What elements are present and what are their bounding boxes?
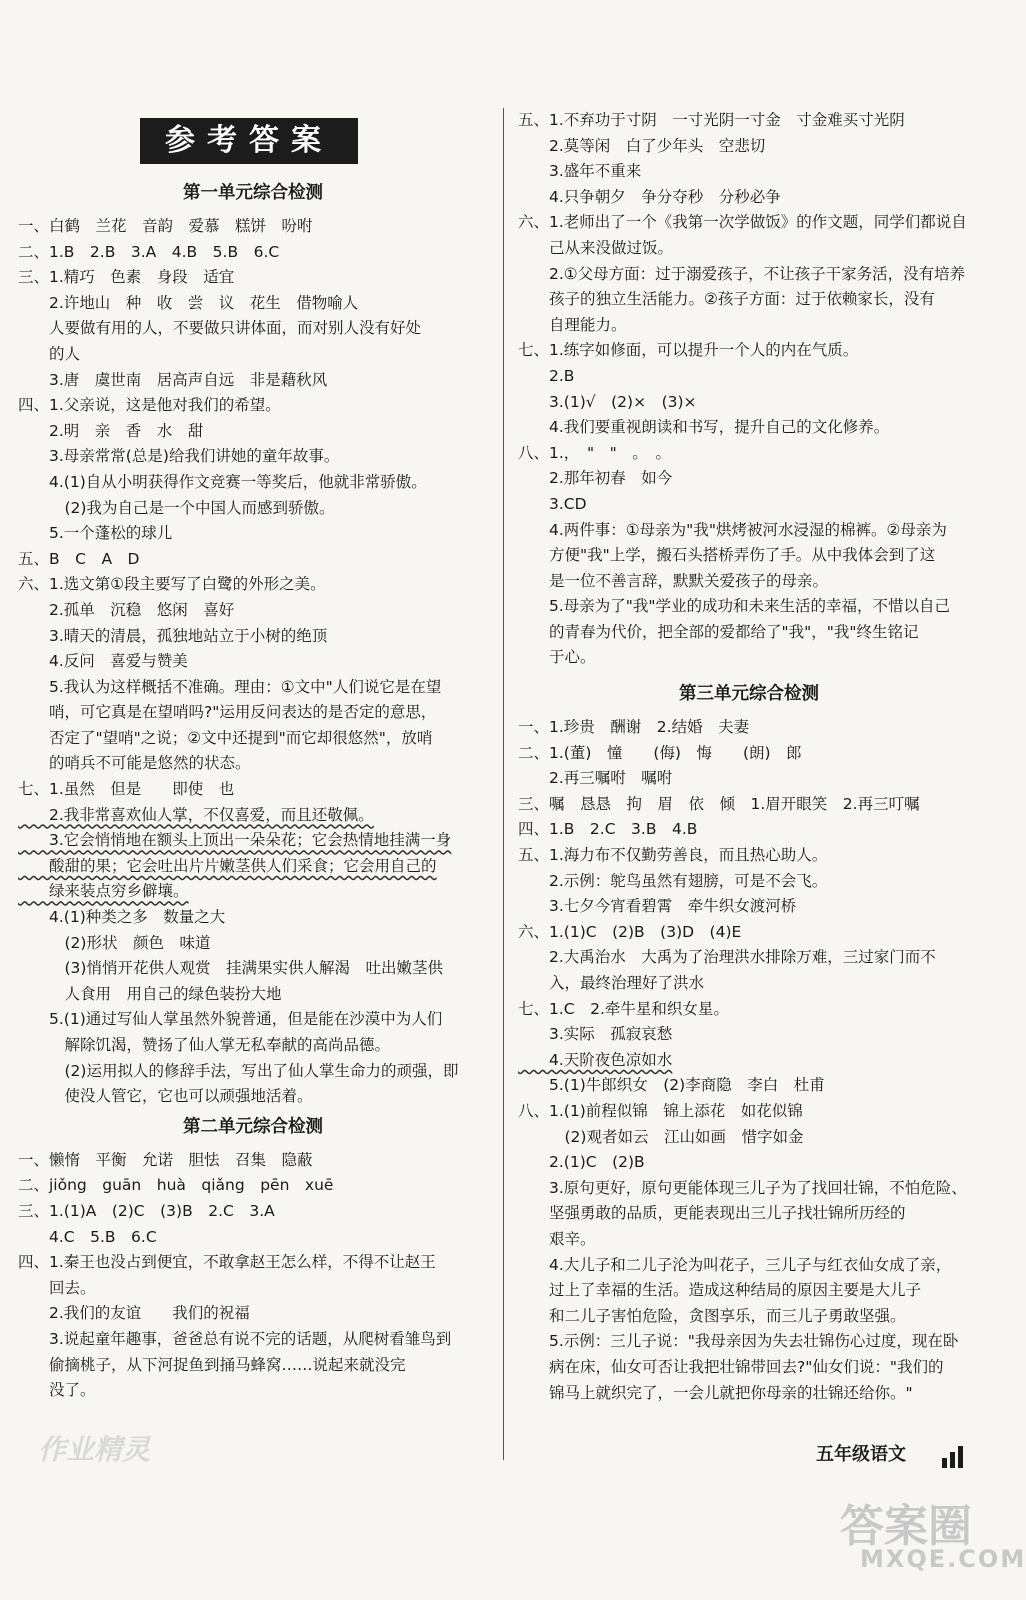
answer-line: 3.晴天的清晨，孤独地站立于小树的绝顶 — [18, 626, 328, 645]
answer-line: 解除饥渴，赞扬了仙人掌无私奉献的高尚品德。 — [18, 1036, 391, 1054]
answer-line: 病在床，仙女可否让我把壮锦带回去?"仙女们说："我们的 — [518, 1357, 944, 1376]
answer-line: 4.只争朝夕 争分夺秒 分秒必争 — [518, 187, 781, 206]
answer-line: 艰辛。 — [518, 1229, 596, 1248]
answer-line: 过上了幸福的生活。造成这种结局的原因主要是大儿子 — [518, 1281, 922, 1300]
answer-line: 4.C 5.B 6.C — [18, 1227, 157, 1246]
answer-line: 六、1.老师出了一个《我第一次学做饭》的作文题，同学们都说自 — [518, 213, 967, 232]
answer-line: 四、1.B 2.C 3.B 4.B — [518, 820, 698, 839]
answer-line: 否定了"望哨"之说；②文中还提到"而它却很悠然"，放哨 — [18, 728, 433, 747]
answer-line: 自理能力。 — [518, 315, 627, 334]
right-column — [518, 108, 980, 1406]
answer-line: 4.(1)自从小明获得作文竞赛一等奖后，他就非常骄傲。 — [18, 472, 427, 491]
answer-line: 锦马上就织完了，一会儿就把你母亲的壮锦还给你。" — [518, 1383, 913, 1402]
answer-line: 八、1.(1)前程似锦 锦上添花 如花似锦 — [518, 1101, 803, 1120]
answer-line: 三、嘱 恳恳 拘 眉 依 倾 1.眉开眼笑 2.再三叮嘱 — [518, 794, 920, 813]
answer-line: 七、1.C 2.牵牛星和织女星。 — [518, 999, 729, 1018]
signal-bars-icon — [942, 1444, 970, 1468]
answer-line: (2)我为自己是一个中国人而感到骄傲。 — [18, 498, 335, 517]
answer-line: 3.实际 孤寂哀愁 — [518, 1025, 673, 1044]
underlined-text: 4.天阶夜色凉如水 — [518, 1050, 673, 1069]
answer-line: 4.(1)种类之多 数量之大 — [18, 908, 226, 927]
answer-line: (2)形状 颜色 味道 — [18, 933, 211, 952]
answer-line: 3.说起童年趣事，爸爸总有说不完的话题，从爬树看雏鸟到 — [18, 1329, 452, 1348]
answer-line: 四、1.秦王也没占到便宜，不敢拿赵王怎么样，不得不让赵王 — [18, 1253, 436, 1272]
answer-line-underlined — [18, 854, 488, 880]
answer-line: 一、白鹤 兰花 音韵 爱慕 糕饼 吩咐 — [18, 217, 313, 235]
section-title: 第三单元综合检测 — [679, 684, 819, 705]
answer-line: 哨，可它真是在望哨吗?"运用反问表达的是否定的意思， — [18, 703, 437, 722]
section-title: 第一单元综合检测 — [183, 183, 323, 203]
section-title: 第二单元综合检测 — [183, 1116, 323, 1137]
answer-line: 三、1.精巧 色素 身段 适宜 — [18, 268, 235, 287]
answer-line: 五、1.海力布不仅勤劳善良，而且热心助人。 — [518, 846, 828, 865]
answer-line-underlined — [18, 828, 488, 854]
answer-line: 孩子的独立生活能力。②孩子方面：过于依赖家长，没有 — [518, 290, 935, 309]
answer-line: 2.大禹治水 大禹为了治理洪水排除万难，三过家门而不 — [518, 948, 936, 967]
answer-line: 3.七夕今宵看碧霄 牵牛织女渡河桥 — [518, 897, 797, 916]
answer-line: (2)观者如云 江山如画 惜字如金 — [518, 1127, 804, 1146]
answer-line: 5.示例：三儿子说："我母亲因为失去壮锦伤心过度，现在卧 — [518, 1332, 959, 1351]
answer-line: 5.(1)牛郎织女 (2)李商隐 李白 杜甫 — [518, 1076, 825, 1095]
answer-line: 六、1.(1)C (2)B (3)D (4)E — [518, 922, 742, 941]
answer-line: 2.孤单 沉稳 悠闲 喜好 — [18, 600, 235, 619]
answer-line: 2.明 亲 香 水 甜 — [18, 421, 204, 440]
underlined-text: 酸甜的果；它会吐出片片嫩茎供人们采食；它会用自己的 — [18, 856, 437, 875]
answer-line: 5.(1)通过写仙人掌虽然外貌普通，但是能在沙漠中为人们 — [18, 1010, 443, 1029]
answer-line: 三、1.(1)A (2)C (3)B 2.C 3.A — [18, 1201, 275, 1220]
watermark-site: MXQE.COM — [860, 1545, 1026, 1573]
answer-line: 2.再三嘱咐 嘱咐 — [518, 769, 673, 788]
watermark-logo: 答案圈 — [840, 1501, 972, 1552]
answer-line-underlined — [18, 803, 488, 829]
answer-line: 的哨兵不可能是悠然的状态。 — [18, 754, 251, 773]
answer-key-header: 参考答案 — [140, 118, 358, 164]
answer-line: 方便"我"上学，搬石头搭桥弄伤了手。从中我体会到了这 — [518, 546, 936, 565]
answer-line: 五、B C A D — [18, 549, 140, 568]
underlined-text: 2.我非常喜欢仙人掌，不仅喜爱，而且还敬佩。 — [18, 805, 374, 824]
answer-line: 七、1.练字如修面，可以提升一个人的内在气质。 — [518, 341, 859, 360]
answer-line-underlined — [18, 879, 488, 905]
answer-line: 二、jiǒng guān huà qiǎng pēn xuē — [18, 1176, 334, 1195]
watermark-stamp: 作业精灵 — [38, 1433, 151, 1466]
answer-line: 偷摘桃子，从下河捉鱼到捅马蜂窝……说起来就没完 — [18, 1355, 406, 1374]
answer-line: 2.①父母方面：过于溺爱孩子，不让孩子干家务活，没有培养 — [518, 264, 966, 283]
answer-line: 四、1.父亲说，这是他对我们的希望。 — [18, 396, 281, 415]
answer-line: 八、1.， " " 。 。 — [518, 443, 672, 462]
answer-line: 人食用 用自己的绿色装扮大地 — [18, 984, 282, 1003]
answer-line: 4.大儿子和二儿子沦为叫花子，三儿子与红衣仙女成了亲， — [518, 1255, 952, 1274]
answer-line: 七、1.虽然 但是 即使 也 — [18, 780, 235, 799]
answer-line: 4.反问 喜爱与赞美 — [18, 652, 188, 671]
answer-line: 和二儿子害怕危险，贪图享乐，而三儿子勇敢坚强。 — [518, 1306, 906, 1325]
underlined-text: 3.它会悄悄地在额头上顶出一朵朵花；它会热情地挂满一身 — [18, 831, 452, 850]
answer-line: 3.母亲常常(总是)给我们讲她的童年故事。 — [18, 447, 340, 466]
underlined-text: 绿来装点穷乡僻壤。 — [18, 882, 189, 901]
answer-line: 一、懒惰 平衡 允诺 胆怯 召集 隐蔽 — [18, 1150, 313, 1169]
answer-line: 于心。 — [518, 648, 596, 667]
answer-line: 5.一个蓬松的球儿 — [18, 524, 173, 543]
answer-line: (2)运用拟人的修辞手法，写出了仙人掌生命力的顽强，即 — [18, 1061, 459, 1080]
answer-line: 六、1.选文第①段主要写了白鹭的外形之美。 — [18, 575, 326, 594]
answer-line: 4.两件事：①母亲为"我"烘烤被河水浸湿的棉裤。②母亲为 — [518, 520, 947, 539]
answer-line: 2.许地山 种 收 尝 议 花生 借物喻人 — [18, 293, 359, 312]
divider — [503, 108, 504, 1460]
answer-line: 二、1.(董) 憧 (侮) 悔 (朗) 郎 — [518, 743, 802, 762]
answer-line: 4.我们要重视朗读和书写，提升自己的文化修养。 — [518, 418, 890, 437]
answer-line: (3)悄悄开花供人观赏 挂满果实供人解渴 吐出嫩茎供 — [18, 959, 443, 978]
answer-line: 3.唐 虞世南 居高声自远 非是藉秋风 — [18, 370, 328, 389]
answer-line: 使没人管它，它也可以顽强地活着。 — [18, 1087, 313, 1106]
answer-line: 2.我们的友谊 我们的祝福 — [18, 1304, 250, 1323]
answer-line: 回去。 — [18, 1278, 96, 1297]
answer-line: 3.CD — [518, 494, 587, 513]
answer-line: 2.莫等闲 白了少年头 空悲切 — [518, 136, 766, 155]
answer-line: 坚强勇敢的品质，更能表现出三儿子找壮锦所历经的 — [518, 1204, 906, 1223]
answer-line: 的青春为代价，把全部的爱都给了"我"，"我"终生铭记 — [518, 622, 919, 641]
answer-line: 人要做有用的人，不要做只讲体面，而对别人没有好处 — [18, 319, 422, 338]
answer-line: 2.B — [518, 366, 575, 385]
answer-line: 3.(1)√ (2)× (3)× — [518, 392, 697, 411]
answer-line: 是一位不善言辞，默默关爱孩子的母亲。 — [518, 571, 829, 590]
answer-line-underlined — [518, 1048, 980, 1074]
answer-line: 2.示例：鸵鸟虽然有翅膀，可是不会飞。 — [518, 871, 828, 890]
answer-line: 3.盛年不重来 — [518, 162, 642, 181]
answer-line: 5.我认为这样概括不准确。理由：①文中"人们说它是在望 — [18, 677, 442, 696]
answer-line: 己从来没做过饭。 — [518, 238, 674, 257]
answer-line: 2.(1)C (2)B — [518, 1153, 645, 1172]
grade-subject-label: 五年级语文 — [816, 1444, 906, 1465]
answer-line: 3.原句更好，原句更能体现三儿子为了找回壮锦，不怕危险、 — [518, 1178, 967, 1197]
answer-line: 没了。 — [18, 1381, 96, 1400]
left-column — [18, 110, 488, 1404]
answer-line: 的人 — [18, 344, 81, 363]
answer-line: 一、1.珍贵 酬谢 2.结婚 夫妻 — [518, 718, 750, 737]
answer-line: 五、1.不弃功于寸阴 一寸光阴一寸金 寸金难买寸光阴 — [518, 111, 905, 129]
answer-line: 入，最终治理好了洪水 — [518, 974, 705, 992]
answer-line: 二、1.B 2.B 3.A 4.B 5.B 6.C — [18, 242, 280, 261]
answer-line: 2.那年初春 如今 — [518, 469, 673, 488]
answer-line: 5.母亲为了"我"学业的成功和未来生活的幸福，不惜以自己 — [518, 597, 951, 616]
